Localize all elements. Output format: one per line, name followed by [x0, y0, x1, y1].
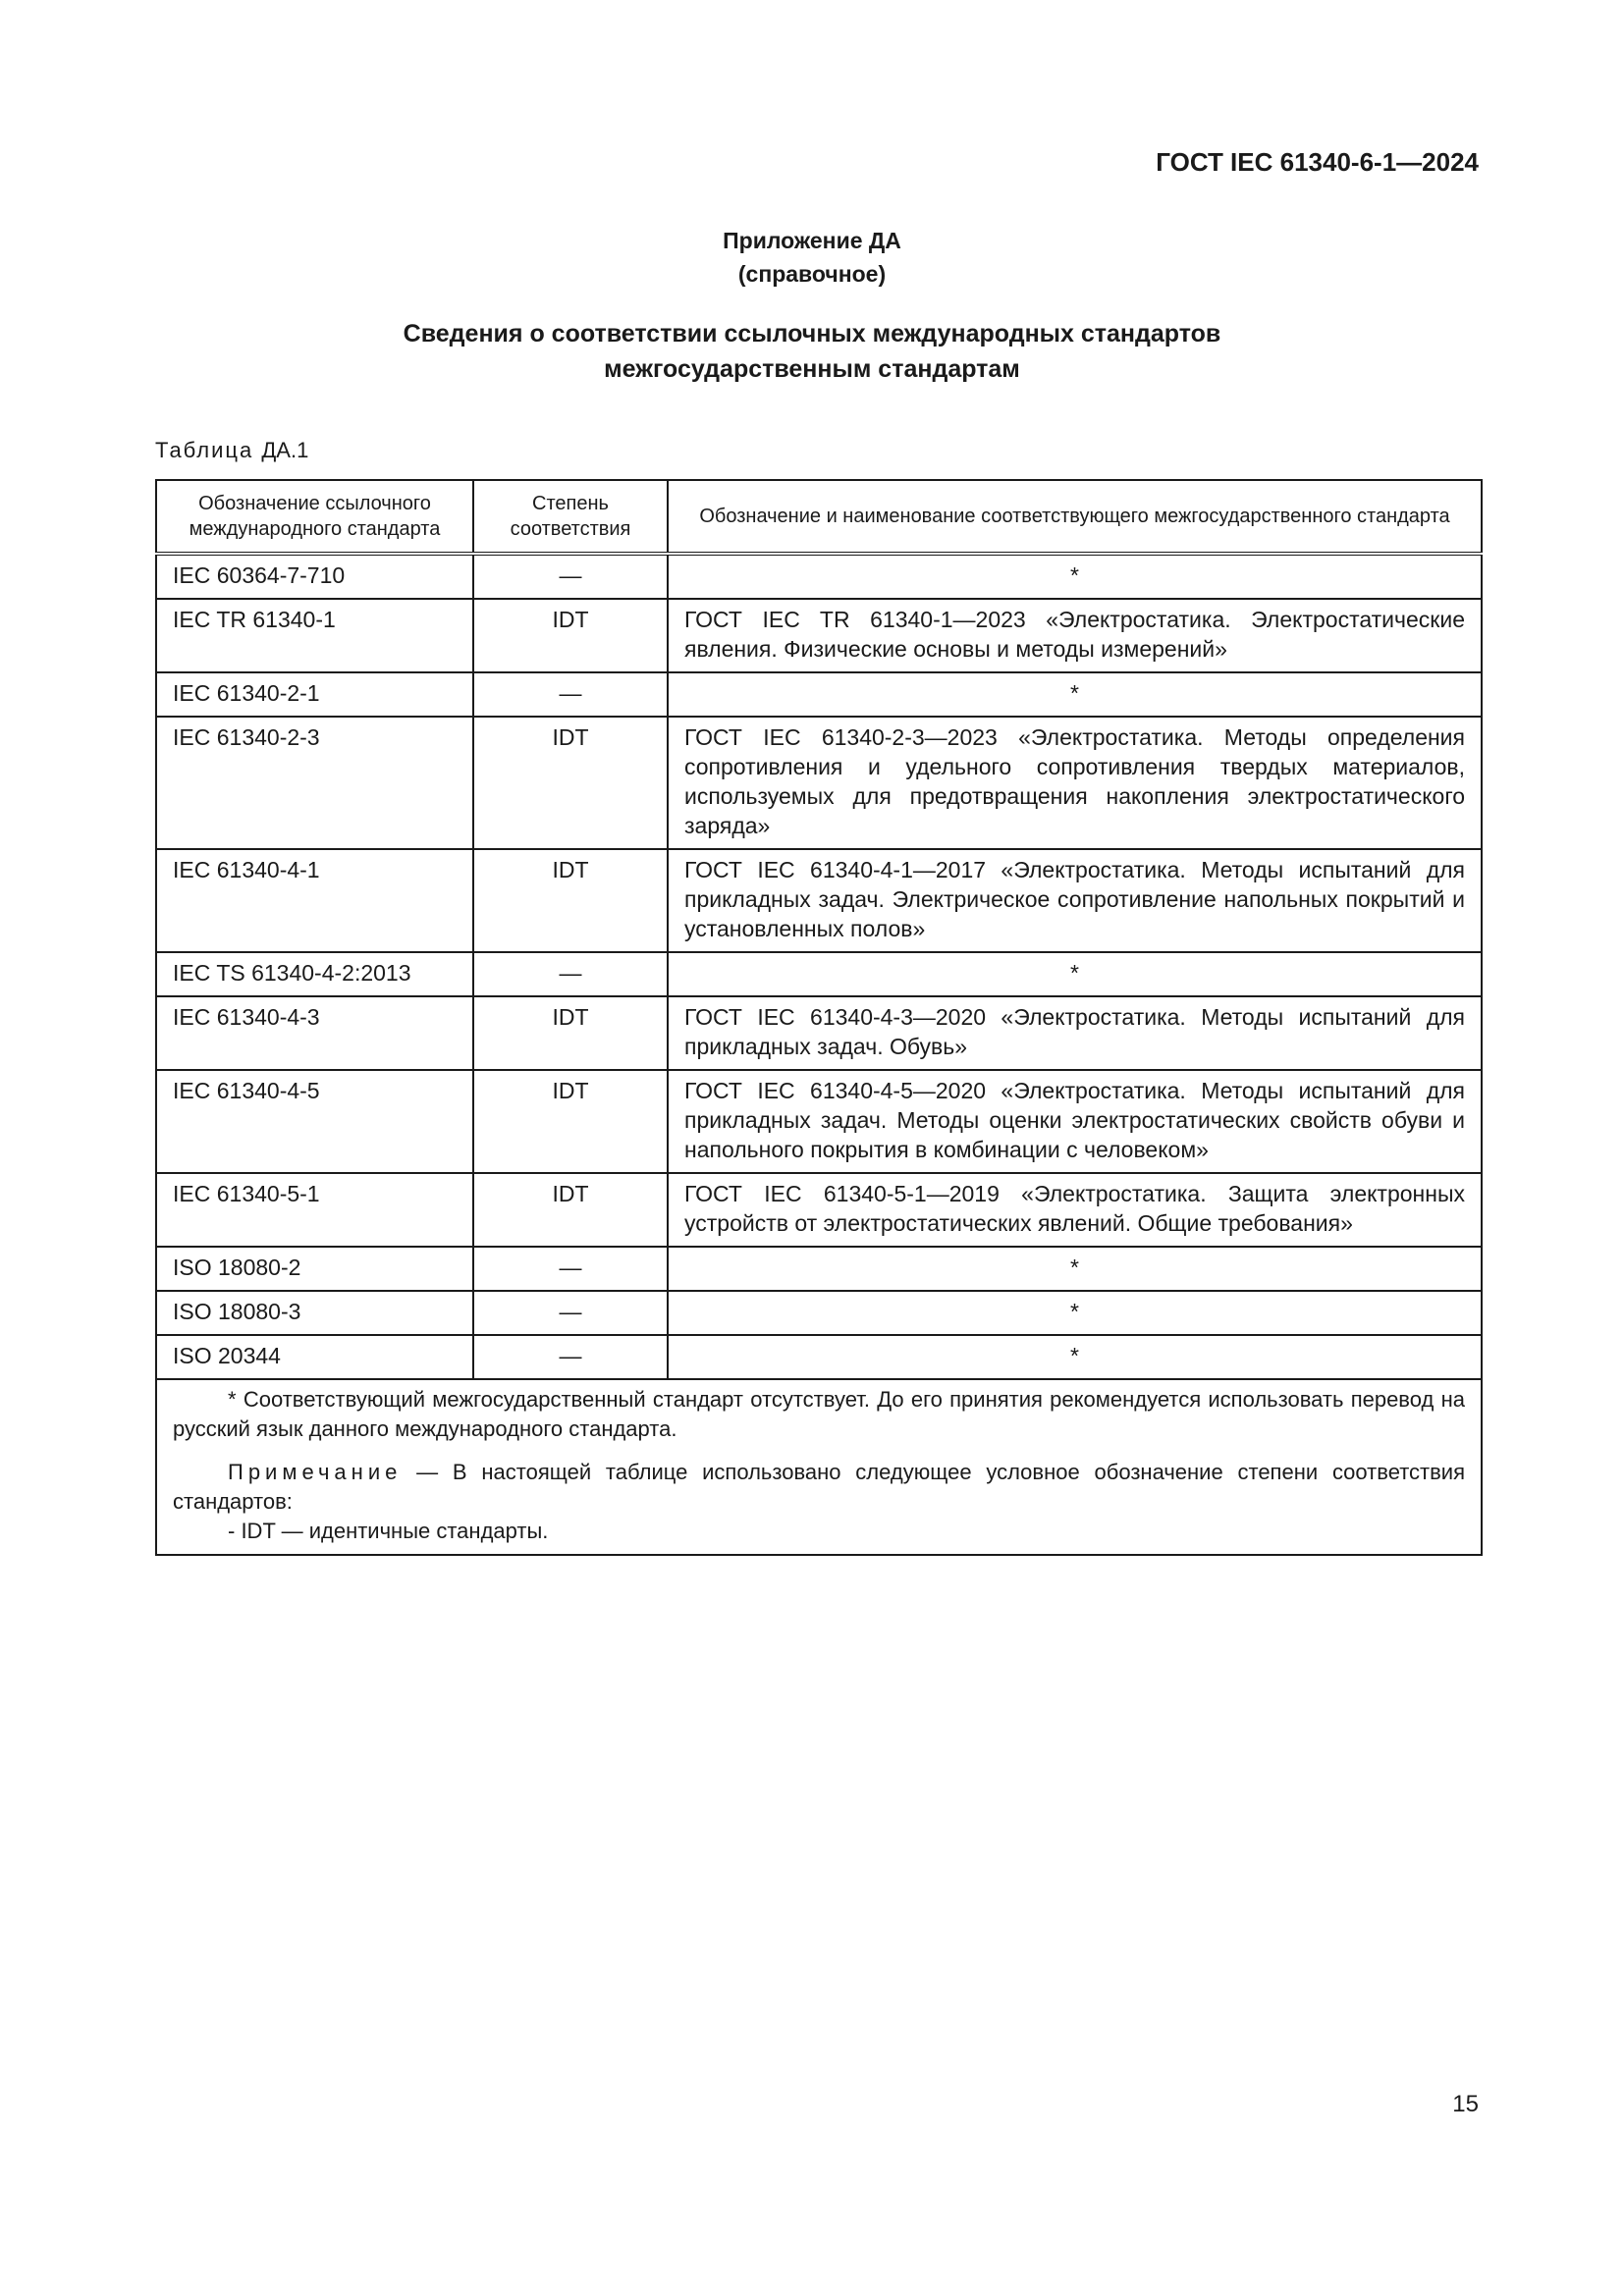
- header-degree: Степень соответствия: [473, 480, 668, 554]
- section-title-line-1: Сведения о соответствии ссылочных международных стандартов: [403, 320, 1221, 347]
- table-label-number: ДА.1: [261, 438, 309, 462]
- cell-interstate-standard: ГОСТ IEC 61340-4-3—2020 «Электростатика. Методы испытаний для прикладных задач. Обувь»: [668, 996, 1482, 1070]
- cell-degree: —: [473, 1247, 668, 1291]
- table-footer-row: [156, 1379, 1482, 1555]
- cell-reference: ISO 18080-3: [156, 1291, 473, 1335]
- table-row: [156, 1247, 1482, 1291]
- cell-degree: —: [473, 952, 668, 996]
- cell-degree: —: [473, 1291, 668, 1335]
- note-text: — В настоящей таблице использовано следующее условное обозначение степени соответствия стандартов:: [173, 1460, 1465, 1514]
- header-reference-standard: Обозначение ссылочного международного стандарта: [156, 480, 473, 554]
- cell-reference: IEC 61340-4-3: [156, 996, 473, 1070]
- table-row: [156, 1335, 1482, 1379]
- table-label-word: Таблица: [155, 438, 254, 462]
- table-row: [156, 849, 1482, 952]
- cell-degree: —: [473, 554, 668, 599]
- cell-interstate-standard: *: [668, 1291, 1482, 1335]
- note-label: Примечание: [228, 1460, 403, 1484]
- table-row: [156, 554, 1482, 599]
- table-row: [156, 952, 1482, 996]
- cell-interstate-standard: ГОСТ IEC 61340-4-1—2017 «Электростатика. Методы испытаний для прикладных задач. Электрическое сопротивление напольных покрытий и установленных полов»: [668, 849, 1482, 952]
- table-row: [156, 1291, 1482, 1335]
- appendix-title: Приложение ДА: [723, 228, 901, 253]
- cell-reference: IEC 61340-5-1: [156, 1173, 473, 1247]
- table-row: [156, 996, 1482, 1070]
- header-interstate-standard: Обозначение и наименование соответствующего межгосударственного стандарта: [668, 480, 1482, 554]
- cell-degree: —: [473, 1335, 668, 1379]
- cell-interstate-standard: ГОСТ IEC 61340-2-3—2023 «Электростатика. Методы определения сопротивления и удельного сопротивления твердых материалов, используемых для предотвращения накопления электростатического заряда»: [668, 717, 1482, 849]
- cell-interstate-standard: ГОСТ IEC TR 61340-1—2023 «Электростатика. Электростатические явления. Физические основы и методы измерений»: [668, 599, 1482, 672]
- cell-interstate-standard: ГОСТ IEC 61340-4-5—2020 «Электростатика. Методы испытаний для прикладных задач. Методы оценки электростатических свойств обуви и напольного покрытия в комбинации с человеком»: [668, 1070, 1482, 1173]
- cell-interstate-standard: *: [668, 554, 1482, 599]
- document-code: ГОСТ IEC 61340-6-1—2024: [1156, 147, 1479, 177]
- table-header-row: [156, 480, 1482, 554]
- cell-degree: IDT: [473, 717, 668, 849]
- table-label: [155, 438, 308, 463]
- cell-reference: IEC 60364-7-710: [156, 554, 473, 599]
- table-row: [156, 599, 1482, 672]
- cell-reference: IEC TR 61340-1: [156, 599, 473, 672]
- appendix-heading: [0, 224, 1624, 291]
- note-item-idt: - IDT — идентичные стандарты.: [228, 1519, 549, 1543]
- appendix-subtitle: (справочное): [737, 261, 887, 287]
- table-footnotes: [156, 1379, 1482, 1555]
- cell-degree: IDT: [473, 849, 668, 952]
- table-note: [173, 1458, 1465, 1517]
- table-row: [156, 717, 1482, 849]
- cell-interstate-standard: *: [668, 672, 1482, 717]
- cell-interstate-standard: *: [668, 1335, 1482, 1379]
- cell-degree: IDT: [473, 1070, 668, 1173]
- cell-degree: IDT: [473, 1173, 668, 1247]
- cell-reference: IEC 61340-4-5: [156, 1070, 473, 1173]
- cell-interstate-standard: ГОСТ IEC 61340-5-1—2019 «Электростатика. Защита электронных устройств от электростатических явлений. Общие требования»: [668, 1173, 1482, 1247]
- cell-reference: ISO 20344: [156, 1335, 473, 1379]
- table-row: [156, 672, 1482, 717]
- page-number: 15: [1452, 2091, 1479, 2117]
- standards-table: [155, 479, 1483, 1556]
- cell-reference: IEC 61340-2-3: [156, 717, 473, 849]
- footnote-asterisk: * Соответствующий межгосударственный стандарт отсутствует. До его принятия рекомендуется использовать перевод на русский язык данного международного стандарта.: [173, 1387, 1465, 1441]
- cell-reference: IEC 61340-4-1: [156, 849, 473, 952]
- cell-reference: ISO 18080-2: [156, 1247, 473, 1291]
- cell-degree: —: [473, 672, 668, 717]
- cell-interstate-standard: *: [668, 952, 1482, 996]
- table-row: [156, 1173, 1482, 1247]
- cell-reference: IEC TS 61340-4-2:2013: [156, 952, 473, 996]
- cell-degree: IDT: [473, 996, 668, 1070]
- section-title-line-2: межгосударственным стандартам: [604, 355, 1020, 383]
- cell-reference: IEC 61340-2-1: [156, 672, 473, 717]
- section-title: [0, 316, 1624, 387]
- table-row: [156, 1070, 1482, 1173]
- cell-interstate-standard: *: [668, 1247, 1482, 1291]
- cell-degree: IDT: [473, 599, 668, 672]
